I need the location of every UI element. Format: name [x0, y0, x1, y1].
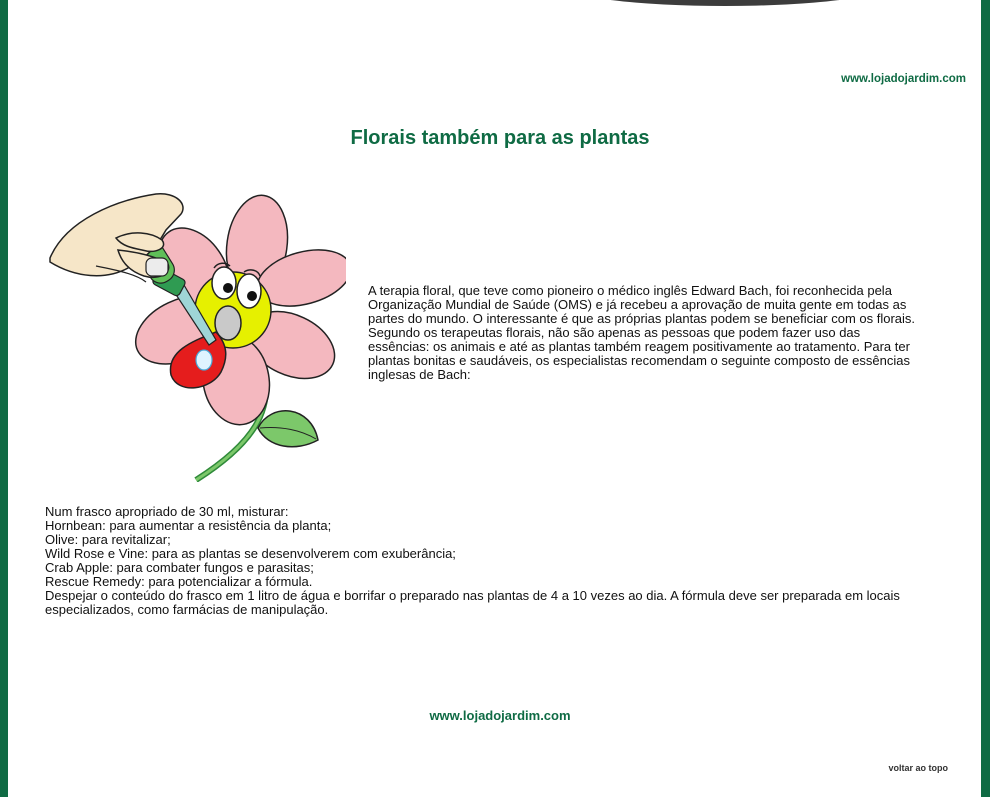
recipe-line: Crab Apple: para combater fungos e parasitas;: [45, 560, 314, 575]
intro-paragraph: A terapia floral, que teve como pioneiro o médico inglês Edward Bach, foi reconhecida pela Organização Mundial de Saúde (OMS) e já recebeu a aprovação de muita gente em todas as partes do mundo. O interessante é que as próprias plantas podem se beneficiar com os florais. Segundo os terapeutas florais, não são apenas as pessoas que podem fazer uso das essências: os animais e até as plantas também reagem positivamente ao tratamento. Para ter plantas bonitas e saudáveis, os especialistas recomendam o seguinte composto de essências inglesas de Bach:: [368, 283, 916, 382]
right-gap: [990, 0, 1000, 797]
recipe-line: Num frasco apropriado de 30 ml, misturar:: [45, 504, 289, 519]
flower-dropper-illustration: [46, 190, 346, 482]
top-decoration: [565, 0, 885, 6]
site-link-bottom[interactable]: www.lojadojardim.com: [429, 708, 571, 723]
recipe-line: Olive: para revitalizar;: [45, 532, 171, 547]
page-title: Florais também para as plantas: [350, 127, 650, 149]
back-to-top-link[interactable]: voltar ao topo: [888, 763, 948, 773]
recipe-section: [45, 505, 945, 617]
recipe-line: Wild Rose e Vine: para as plantas se desenvolverem com exuberância;: [45, 546, 456, 561]
left-border: [0, 0, 8, 797]
recipe-line: Rescue Remedy: para potencializar a fórmula.: [45, 574, 313, 589]
recipe-line: Hornbean: para aumentar a resistência da planta;: [45, 518, 332, 533]
recipe-line: Despejar o conteúdo do frasco em 1 litro de água e borrifar o preparado nas plantas de 4 a 10 vezes ao dia. A fórmula deve ser preparada em locais especializados, como farmácias de manipulação.: [45, 588, 900, 617]
site-link-top[interactable]: www.lojadojardim.com: [841, 73, 966, 85]
right-border: [981, 0, 990, 797]
